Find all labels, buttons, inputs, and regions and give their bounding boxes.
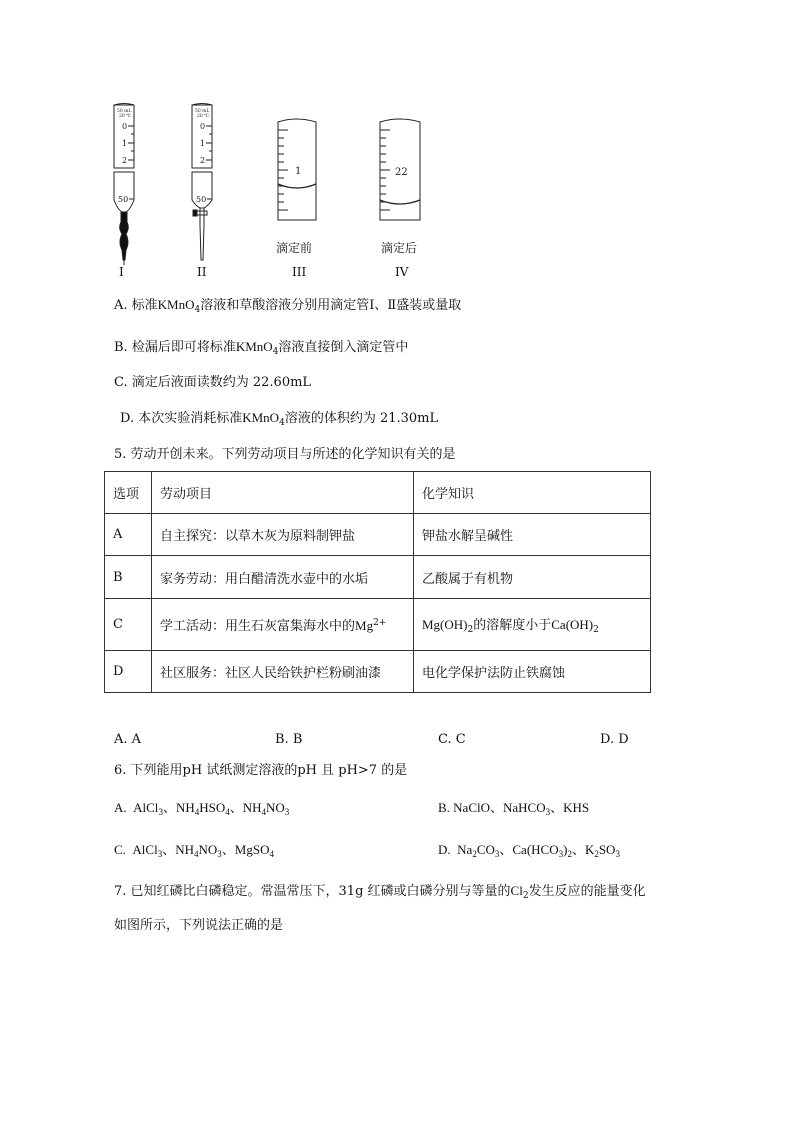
burette-iv [380,119,420,220]
q6-option-c: C. AlCl$_3$、$NH_4NO_3$、MgSO$_4$ [114,842,274,859]
burette-ii-tick-50: 50 [196,195,207,204]
q6-option-a: A. AlCl$_3$、$NH_4HSO_4$、$NH_4NO_3$ [114,800,290,817]
label-ii: II [197,265,207,279]
burette-i-tick-50: 50 [118,195,129,204]
burette-i-temp: 20 ℃ [119,114,132,119]
burette-ii-tick-2: 2 [200,156,206,165]
burette-ii-tick-1: 1 [200,139,206,148]
q4-option-d: D. 本次实验消耗标准KMnO$_4$溶液的体积约为 21.30mL [120,410,439,428]
table-row [105,651,651,693]
table-row [105,514,651,556]
q7-stem-line2: 如图所示，下列说法正确的是 [114,918,284,933]
q4-option-a: A. 标准KMnO$_4$溶液和草酸溶液分别用滴定管Ⅰ、Ⅱ盛装或量取 [114,297,462,315]
q7-stem-line1: 7. 已知红磷比白磷稳定。常温常压下，31g 红磷或白磷分别与等量的$Cl_2$发生反应的能量变化 [114,883,646,901]
row-d-knowledge: 电化学保护法防止铁腐蚀 [414,651,651,693]
header-knowledge: 化学知识 [414,472,651,514]
q5-answer-a: A. A [114,732,142,747]
burette-i-tick-1: 1 [122,139,128,148]
caption-before: 滴定前 [276,241,313,255]
row-a-option: A [105,514,152,556]
row-c-option: C [105,599,152,651]
q5-answer-d: D. D [600,732,629,747]
row-d-project: 社区服务：社区人民给铁护栏粉刷油漆 [152,651,414,693]
table-row [105,599,651,651]
row-a-knowledge: 钾盐水解呈碱性 [414,514,651,556]
row-b-option: B [105,556,152,599]
burette-ii-tick-0: 0 [200,122,206,131]
burette-ii [192,104,212,261]
burette-i-spec: 50 mL [117,109,132,114]
table-header-row [105,472,651,514]
q5-stem: 5. 劳动开创未来。下列劳动项目与所述的化学知识有关的是 [114,447,456,462]
burette-figure [100,100,440,285]
q6-option-b: B. NaClO、NaHCO$_3$、KHS [438,800,590,817]
row-a-project: 自主探究：以草木灰为原料制钾盐 [152,514,414,556]
q5-answer-c: C. C [438,732,466,747]
q5-table [104,471,651,693]
label-iv: IV [395,265,409,279]
q4-option-c: C. 滴定后液面读数约为 22.60mL [114,375,312,390]
label-i: I [119,265,124,279]
row-d-option: D [105,651,152,693]
q4-option-b: B. 检漏后即可将标准KMnO$_4$溶液直接倒入滴定管中 [114,339,409,357]
burette-ii-spec: 50 mL [195,109,210,114]
burette-ii-temp: 20 ℃ [197,114,210,119]
burette-i [114,104,134,266]
label-iii: III [292,265,307,279]
header-option: 选项 [105,472,152,514]
row-b-project: 家务劳动：用白醋清洗水壶中的水垢 [152,556,414,599]
burette-i-tick-2: 2 [122,156,128,165]
reading-before-label: 1 [295,166,302,177]
reading-after-label: 22 [395,167,408,178]
caption-after: 滴定后 [381,241,418,255]
burette-iii [278,119,316,220]
burette-i-tick-0: 0 [122,122,128,131]
row-c-project: 学工活动：用生石灰富集海水中的$Mg^{2+}$ [152,599,414,651]
row-c-knowledge: $Mg(OH)_2$的溶解度小于$Ca(OH)_2$ [414,599,651,651]
row-b-knowledge: 乙酸属于有机物 [414,556,651,599]
q6-stem: 6. 下列能用pH 试纸测定溶液的pH 且 pH>7 的是 [114,763,408,778]
q6-option-d: D. $Na_2CO_3$、$Ca(HCO_3)_2$、$K_2SO_3$ [438,842,620,859]
table-row [105,556,651,599]
header-project: 劳动项目 [152,472,414,514]
q5-answer-b: B. B [275,732,303,747]
